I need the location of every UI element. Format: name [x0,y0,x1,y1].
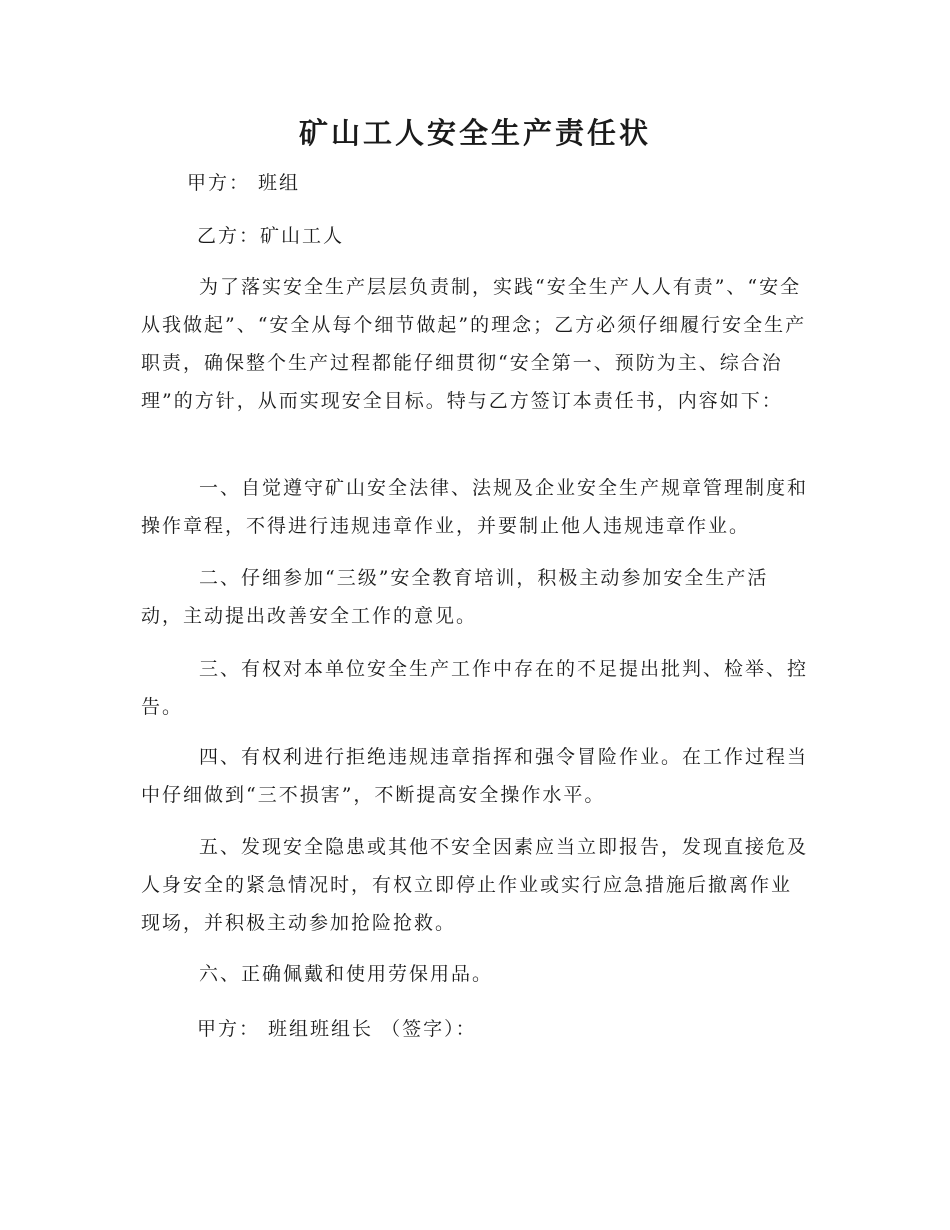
signature-line: 甲方： 班组班组长 （签字）： [197,1018,477,1040]
clause-4: 四、有权利进行拒绝违规违章指挥和强令冒险作业。在工作过程当中仔细做到“三不损害”，不断提高安全操作水平。 [141,746,809,806]
intro-paragraph: 为了落实安全生产层层负责制，实践“安全生产人人有责”、“安全从我做起”、“安全从每个细节做起”的理念；乙方必须仔细履行安全生产职责，确保整个生产过程都能仔细贯彻“安全第一、预防为主、综合治理”的方针，从而实现安全目标。特与乙方签订本责任书，内容如下： [141,276,807,412]
clause-3: 三、有权对本单位安全生产工作中存在的不足提出批判、检举、控告。 [141,658,809,718]
clause-1: 一、自觉遵守矿山安全法律、法规及企业安全生产规章管理制度和操作章程，不得进行违规违章作业，并要制止他人违规违章作业。 [141,477,809,537]
document-title: 矿山工人安全生产责任状 [298,116,651,150]
party-a-line: 甲方： 班组 [187,172,301,194]
clause-5: 五、发现安全隐患或其他不安全因素应当立即报告，发现直接危及人身安全的紧急情况时，有权立即停止作业或实行应急措施后撤离作业现场，并积极主动参加抢险抢救。 [141,836,809,934]
clause-6: 六、正确佩戴和使用劳保用品。 [199,963,494,985]
clause-2: 二、仔细参加“三级”安全教育培训，积极主动参加安全生产活动，主动提出改善安全工作的意见。 [141,567,769,627]
party-b-line: 乙方：矿山工人 [197,225,345,247]
